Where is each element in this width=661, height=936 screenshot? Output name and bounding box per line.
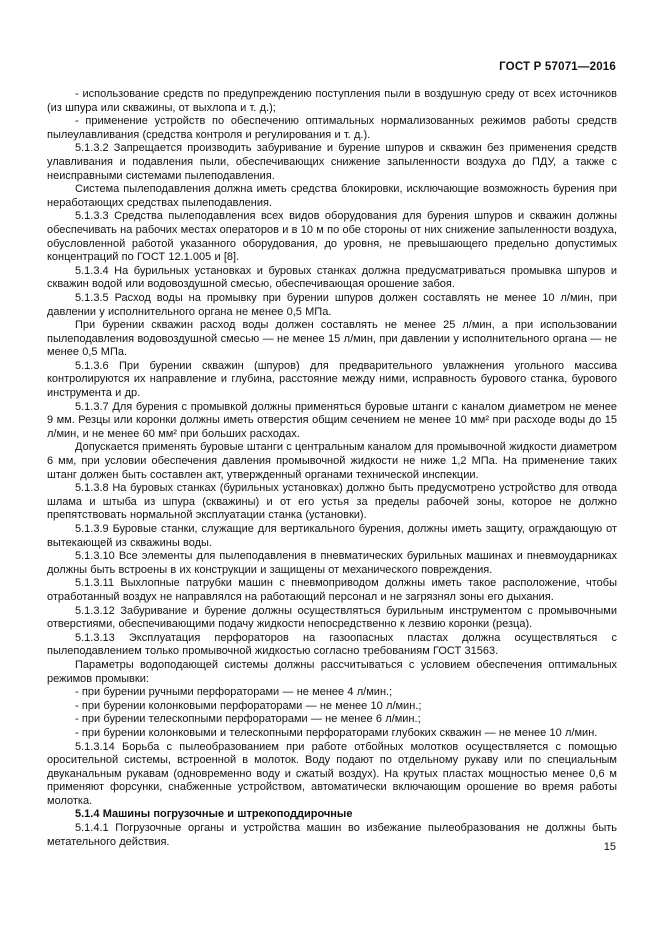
paragraph: 5.1.3.9 Буровые станки, служащие для вертикального бурения, должны иметь защиту, ограждающую от вытекающей из скважины воды. xyxy=(47,523,617,549)
paragraph: 5.1.3.6 При бурении скважин (шпуров) для предварительного увлажнения угольного массива контролируются их направление и глубина, расстояние между ними, исправность бурового станка, бурового инструмента и др. xyxy=(47,359,617,400)
paragraph: 5.1.4.1 Погрузочные органы и устройства машин во избежание пылеобразования не должны быть метательного действия. xyxy=(47,822,617,848)
paragraph: Система пылеподавления должна иметь средства блокировки, исключающие возможность бурения при неработающих средствах пылеподавления. xyxy=(47,183,617,209)
paragraph: 5.1.3.7 Для бурения с промывкой должны применяться буровые штанги с каналом диаметром не менее 9 мм. Резцы или коронки должны иметь отверстия общим сечением не менее 10 мм² при расходе воды до 15 л/мин, и не менее 60 мм² при больших расходах. xyxy=(47,400,617,440)
paragraph: Допускается применять буровые штанги с центральным каналом для промывочной жидкости диаметром 6 мм, при условии обеспечения давления промывочной жидкости не ниже 1,2 МПа. На применение таких штанг должен быть составлен акт, утвержденный органами технической инспекции. xyxy=(47,441,617,481)
paragraph: 5.1.3.13 Эксплуатация перфораторов на газоопасных пластах должна осуществляться с пылеподавлением только промывочной жидкостью согласно требованиям ГОСТ 31563. xyxy=(47,631,617,658)
paragraph: 5.1.3.4 На бурильных установках и буровых станках должна предусматриваться промывка шпуров и скважин водой или водовоздушной смесью, обеспечивающая орошение забоя. xyxy=(47,264,617,291)
paragraph: - использование средств по предупреждению поступления пыли в воздушную среду от всех источников (из шпура или скважины, от выхлопа и т. д.); xyxy=(47,88,617,114)
document-header-standard-number: ГОСТ Р 57071—2016 xyxy=(499,61,616,73)
paragraph: 5.1.3.14 Борьба с пылеобразованием при работе отбойных молотков осуществляется с помощью оросительной системы, встроенной в молоток. Воду подают по отдельному рукаву или по специальным двуканальным рукавам (одновременно воду и сжатый воздух). На крутых пластах мощностью менее 0,6 м применяют форсунки, снабженные устройством, автоматически включающим орошение во время работы молотка. xyxy=(47,740,617,807)
paragraph: При бурении скважин расход воды должен составлять не менее 25 л/мин, а при использовании пылеподавления водовоздушной смесью — не менее 15 л/мин, при давлении у исполнительного органа — не менее 0,5 МПа. xyxy=(47,319,617,359)
paragraph: 5.1.3.8 На буровых станках (бурильных установках) должно быть предусмотрено устройство для отвода шлама и штыба из шпура (скважины) и от его устья за пределы рабочей зоны, которое не должно препятствовать нормальной эксплуатации станка (установки). xyxy=(47,482,617,522)
paragraph: - применение устройств по обеспечению оптимальных нормализованных режимов работы средств пылеулавливания (средства контроля и регулирования и т. д.). xyxy=(47,115,617,141)
paragraph: Параметры водоподающей системы должны рассчитываться с условием обеспечения оптимальных режимов промывки: xyxy=(47,658,617,685)
paragraph: 5.1.3.10 Все элементы для пылеподавления в пневматических бурильных машинах и пневмоударниках должны быть встроены в их конструкции и защищены от механического повреждения. xyxy=(47,550,617,576)
paragraph: - при бурении телескопными перфораторами — не менее 6 л/мин.; xyxy=(75,713,421,726)
paragraph: - при бурении колонковыми и телескопными перфораторами глубоких скважин — не менее 10 л/мин. xyxy=(75,726,598,739)
paragraph: 5.1.3.2 Запрещается производить забуривание и бурение шпуров и скважин без применения средств улавливания и подавления пыли, обеспечивающих снижение запыленности воздуха до ПДУ, а также с неисправными системами пылеподавления. xyxy=(47,142,617,182)
paragraph: - при бурении колонковыми перфораторами — не менее 10 л/мин.; xyxy=(75,699,422,712)
paragraph: - при бурении ручными перфораторами — не менее 4 л/мин.; xyxy=(75,686,393,699)
page-number: 15 xyxy=(603,841,616,853)
paragraph: 5.1.3.12 Забуривание и бурение должны осуществляться бурильным инструментом с промывочными отверстиями, обеспечивающими подачу жидкости непосредственно к лезвию коронки (резца). xyxy=(47,604,617,631)
paragraph: 5.1.3.11 Выхлопные патрубки машин с пневмоприводом должны иметь такое расположение, чтобы отработанный воздух не направлялся на работающий персонал и не загрязнял зоны его дыхания. xyxy=(47,577,617,603)
paragraph: 5.1.3.3 Средства пылеподавления всех видов оборудования для бурения шпуров и скважин должны обеспечивать на рабочих местах операторов и в 10 м по обе стороны от них снижение запыленности воздуха, обусловленной работой указанного оборудования, до уровня, не превышающего предельно допустимых концентраций по ГОСТ 12.1.005 и [8]. xyxy=(47,210,617,264)
section-heading: 5.1.4 Машины погрузочные и штрекоподдирочные xyxy=(75,808,353,821)
document-body xyxy=(47,88,617,849)
paragraph: 5.1.3.5 Расход воды на промывку при бурении шпуров должен составлять не менее 10 л/мин, при давлении у исполнительного органа не менее 0,5 МПа. xyxy=(47,291,617,318)
